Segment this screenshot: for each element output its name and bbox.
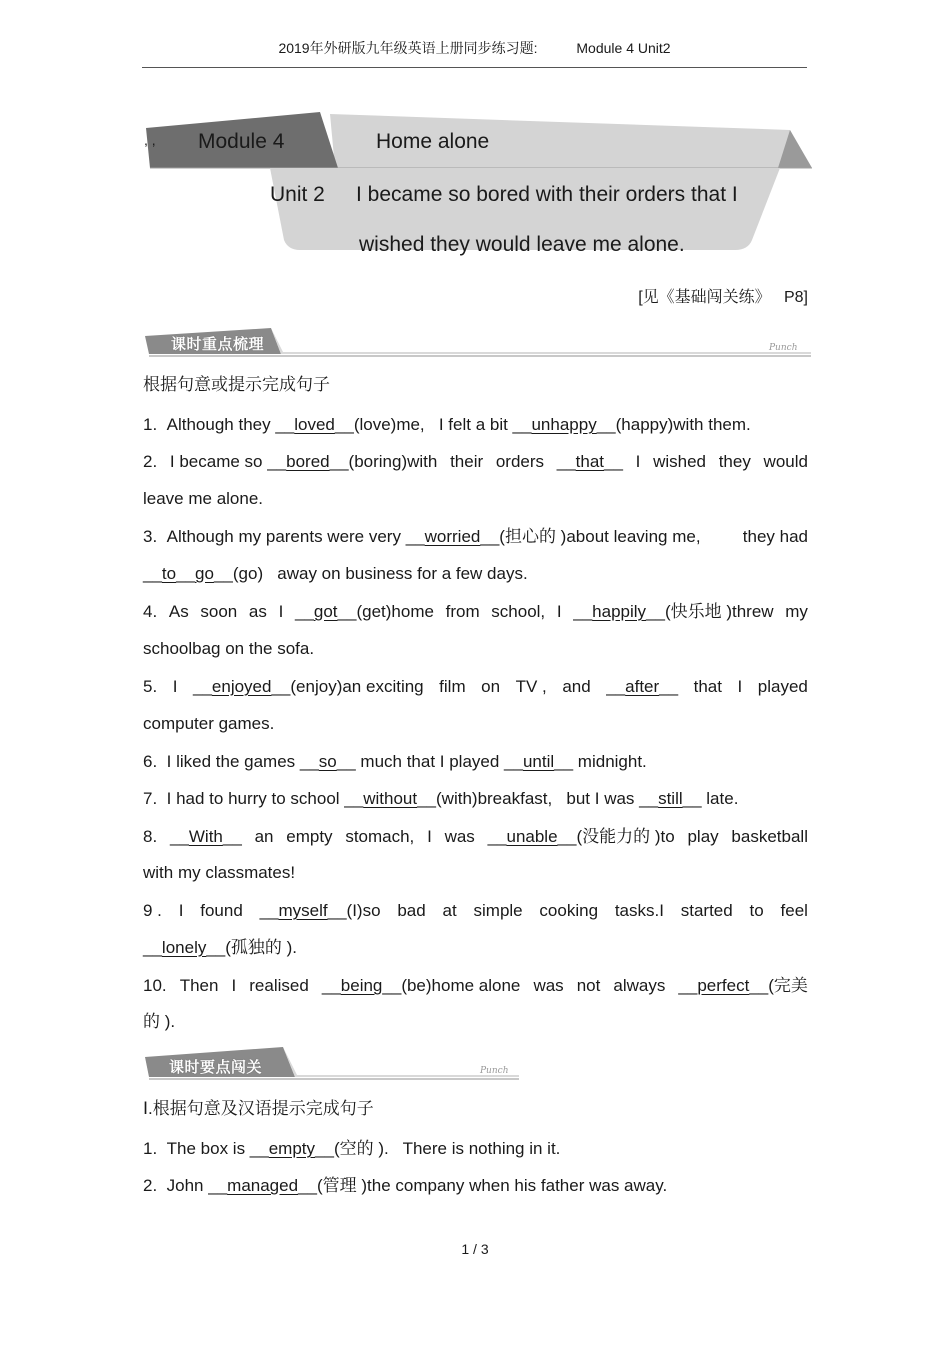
banner-marks: , ,: [144, 132, 156, 148]
module-label: Module 4: [198, 130, 285, 153]
answer-blank: loved: [294, 415, 335, 434]
s1-q8: 8. __With__ an empty stomach, I was __unable__(没能力的 )to play basketball: [143, 827, 808, 846]
answer-blank: to: [161, 564, 177, 583]
s1-q9: 9 . I found __myself__(I)so bad at simple cooking tasks.I started to feel: [143, 901, 808, 920]
section-tab-1-punch: Punch: [769, 343, 798, 353]
answer-blank: got: [313, 602, 338, 621]
title-banner: [140, 108, 820, 268]
header-rule: [142, 67, 807, 68]
page-number: 1 / 3: [461, 1241, 489, 1257]
module-title: Home alone: [376, 130, 490, 153]
header-left: 2019年外研版九年级英语上册同步练习题:: [278, 40, 538, 56]
section1-instruction: 根据句意或提示完成句子: [143, 375, 330, 394]
answer-blank: until: [522, 752, 555, 771]
s1-q4: 4. As soon as I __got__(get)home from school, I __happily__(快乐地 )threw my: [143, 602, 808, 621]
s1-q5: 5. I __enjoyed__(enjoy)an exciting film on TV , and __after__ that I played: [143, 677, 808, 696]
section-tab-1-label: 课时重点梳理: [171, 336, 265, 353]
unit-title-line-1: I became so bored with their orders that I: [356, 183, 738, 206]
answer-blank: after: [625, 677, 660, 696]
answer-blank: unable: [506, 827, 558, 846]
answer-blank: unhappy: [531, 415, 597, 434]
s1-q6: 6. I liked the games __so__ much that I played __until__ midnight.: [143, 752, 647, 771]
answer-blank: perfect: [697, 976, 750, 995]
s1-q10-cont: 的 ).: [143, 1012, 176, 1031]
page-header: [142, 38, 807, 58]
s1-q9-cont: __lonely__(孤独的 ).: [143, 938, 298, 957]
s1-q3-cont: __to__go__(go) away on business for a few days.: [143, 564, 528, 583]
answer-blank: without: [363, 789, 418, 808]
section2-instruction: Ⅰ.根据句意及汉语提示完成句子: [143, 1099, 374, 1118]
s1-q4-cont: schoolbag on the sofa.: [143, 639, 315, 658]
workbook-reference: [见《基础闯关练》 P8]: [638, 289, 808, 306]
answer-blank: myself: [278, 901, 328, 920]
answer-blank: go: [195, 564, 214, 583]
s2-q2: 2. John __managed__(管理 )the company when his father was away.: [143, 1176, 668, 1195]
s1-q2-cont: leave me alone.: [143, 489, 264, 508]
s1-q10: 10. Then I realised __being__(be)home alone was not always __perfect__(完美: [143, 976, 808, 995]
section-tab-2-label: 课时要点闯关: [169, 1059, 263, 1076]
answer-blank: managed: [227, 1176, 299, 1195]
header-right: Module 4 Unit2: [576, 40, 671, 56]
unit-label: Unit 2: [270, 183, 325, 206]
s2-q1: 1. The box is __empty__(空的 ). There is nothing in it.: [143, 1139, 561, 1158]
s1-q8-cont: with my classmates!: [143, 863, 296, 882]
s1-q1: 1. Although they __loved__(love)me, I felt a bit __unhappy__(happy)with them.: [143, 415, 751, 434]
answer-blank: lonely: [161, 938, 207, 957]
answer-blank: still: [658, 789, 683, 808]
answer-blank: happily: [592, 602, 647, 621]
answer-blank: empty: [268, 1139, 316, 1158]
answer-blank: so: [318, 752, 337, 771]
s1-q2: 2. I became so __bored__(boring)with their orders __that__ I wished they would: [143, 452, 808, 471]
s1-q5-cont: computer games.: [143, 714, 275, 733]
s1-q7: 7. I had to hurry to school __without__(with)breakfast, but I was __still__ late.: [143, 789, 739, 808]
answer-blank: enjoyed: [211, 677, 272, 696]
answer-blank: bored: [286, 452, 330, 471]
section-tab-2: [143, 1047, 523, 1081]
section-tab-1: [143, 326, 813, 360]
unit-title-line-2: wished they would leave me alone.: [359, 233, 685, 256]
answer-blank: that: [575, 452, 605, 471]
answer-blank: being: [340, 976, 383, 995]
answer-blank: worried: [424, 527, 481, 546]
section-tab-2-punch: Punch: [480, 1066, 509, 1076]
answer-blank: With: [188, 827, 223, 846]
s1-q3: 3. Although my parents were very __worried__(担心的 )about leaving me, they had: [143, 527, 808, 546]
